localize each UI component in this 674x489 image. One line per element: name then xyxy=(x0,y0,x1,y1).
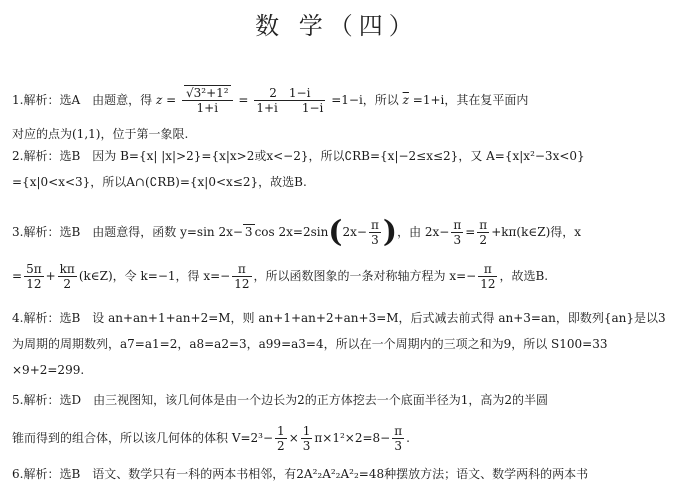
q2-line2: ={x|0<x<3}，所以A∩(∁RB)={x|0<x≤2}，故选B. xyxy=(12,175,307,189)
q1-line1 xyxy=(12,86,528,115)
q3-frac-kpi2: $\frac{k\pi}{2}$ xyxy=(59,262,75,291)
q1-den2: 1+i 1−i xyxy=(256,101,324,115)
page-title: 数 学（四） xyxy=(255,12,419,40)
q3-frac-pi3b: $\frac{\pi}{3}$ xyxy=(453,218,462,247)
q3-inner: 2x− xyxy=(342,225,367,239)
q1-z: z xyxy=(155,93,163,107)
q3-frac-pi2: $\frac{\pi}{2}$ xyxy=(479,218,488,247)
q4-line3: ×9+2=299. xyxy=(12,363,85,377)
q1-fraction-1 xyxy=(182,86,233,115)
q5-frac-12: $\frac{1}{2}$ xyxy=(277,424,285,453)
q3-line2: = $\frac{5\pi}{12}$ + $\frac{k\pi}{2}$ (k∈Z)，令 k=−1，得 x=− $\frac{\pi}{12}$ ，所以函数图象的一条对称轴方程为 x=− $\frac{\pi}{12}$ ，故选B. xyxy=(12,262,549,291)
q4-line2: 为周期的周期数列，a7=a1=2，a8=a2=3，a99=a3=4，所以在一个周期内的三项之和为9，所以 S100=33 xyxy=(12,337,608,351)
q6-line1: 6.解析：选B 语文、数学只有一科的两本书相邻，有2A²₂A²₂A²₂=48种摆放方法；语文、数学两科的两本书 xyxy=(12,467,589,481)
q2-line1: 2.解析：选B 因为 B={x| |x|>2}={x|x>2或x<−2}，所以∁RB={x|−2≤x≤2}，又 A={x|x²−3x<0} xyxy=(12,149,585,163)
q3-frac-pi3: $\frac{\pi}{3}$ xyxy=(370,218,379,247)
q5-l2a: 锥而得到的组合体，所以该几何体的体积 V=2³− xyxy=(12,431,274,445)
q5-frac-pi3: $\frac{\pi}{3}$ xyxy=(394,424,403,453)
q5-line1: 5.解析：选D 由三视图知，该几何体是由一个边长为2的正方体挖去一个底面半径为1，高为2的半圆 xyxy=(12,393,548,407)
q5-frac-13: $\frac{1}{3}$ xyxy=(302,424,311,453)
q1-num1: √3 xyxy=(186,86,202,100)
q3-l2d: ，故选B. xyxy=(499,269,549,283)
q1-den: 1+i xyxy=(196,101,219,115)
q3-frac-pi12: $\frac{\pi}{12}$ xyxy=(234,262,250,291)
q3-frac-5pi12: $\frac{5\pi}{12}$ xyxy=(26,262,42,291)
q1-num2: ²+1² xyxy=(201,86,229,100)
q3-l2b: (k∈Z)，令 k=−1，得 x=− xyxy=(78,269,231,283)
q1-fraction-2 xyxy=(254,86,325,115)
q1-num3: 2 1−i xyxy=(254,86,325,101)
q1-zbar: $\overline{z}$ xyxy=(402,93,409,107)
q3-l2c: ，所以函数图象的一条对称轴方程为 x=− xyxy=(253,269,477,283)
q3-sqrt3: 3 xyxy=(244,225,253,239)
q1-eq: = xyxy=(166,93,177,107)
q1-intro: 1.解析：选A 由题意，得 xyxy=(12,93,153,107)
q3-intro: 3.解析：选B 由题意得，函数 y=sin 2x− xyxy=(12,225,243,239)
q3-b: cos 2x=2sin xyxy=(254,225,329,239)
q3-frac-pi12b: $\frac{\pi}{12}$ xyxy=(480,262,496,291)
q1-tail2: =1+i，其在复平面内 xyxy=(412,93,529,107)
q3-e: +kπ(k∈Z)得，x xyxy=(491,225,582,239)
q3-rparen: ) xyxy=(382,214,398,250)
q1-line2: 对应的点为(1,1)，位于第一象限. xyxy=(12,127,189,141)
q3-line1 xyxy=(12,214,582,250)
q5-l2b: π×1²×2=8− xyxy=(314,431,391,445)
q4-line1: 4.解析：选B 设 an+an+1+an+2=M，则 an+1+an+2+an+3=M，后式减去前式得 an+3=an，即数列{an}是以3 xyxy=(12,311,666,325)
q5-l2c: . xyxy=(406,431,410,445)
q3-l2a: = xyxy=(12,269,23,283)
q1-sqrt xyxy=(184,85,231,100)
q3-lparen: ( xyxy=(328,214,343,250)
q3-c: ，由 2x− xyxy=(397,225,450,239)
q1-tail: =1−i，所以 xyxy=(331,93,399,107)
q1-eq2: = xyxy=(238,93,249,107)
q5-line2: 锥而得到的组合体，所以该几何体的体积 V=2³− $\frac{1}{2}$ × $\frac{1}{3}$ π×1²×2=8− $\frac{\pi}{3}$ . xyxy=(12,424,410,453)
q3-d: = xyxy=(465,225,476,239)
